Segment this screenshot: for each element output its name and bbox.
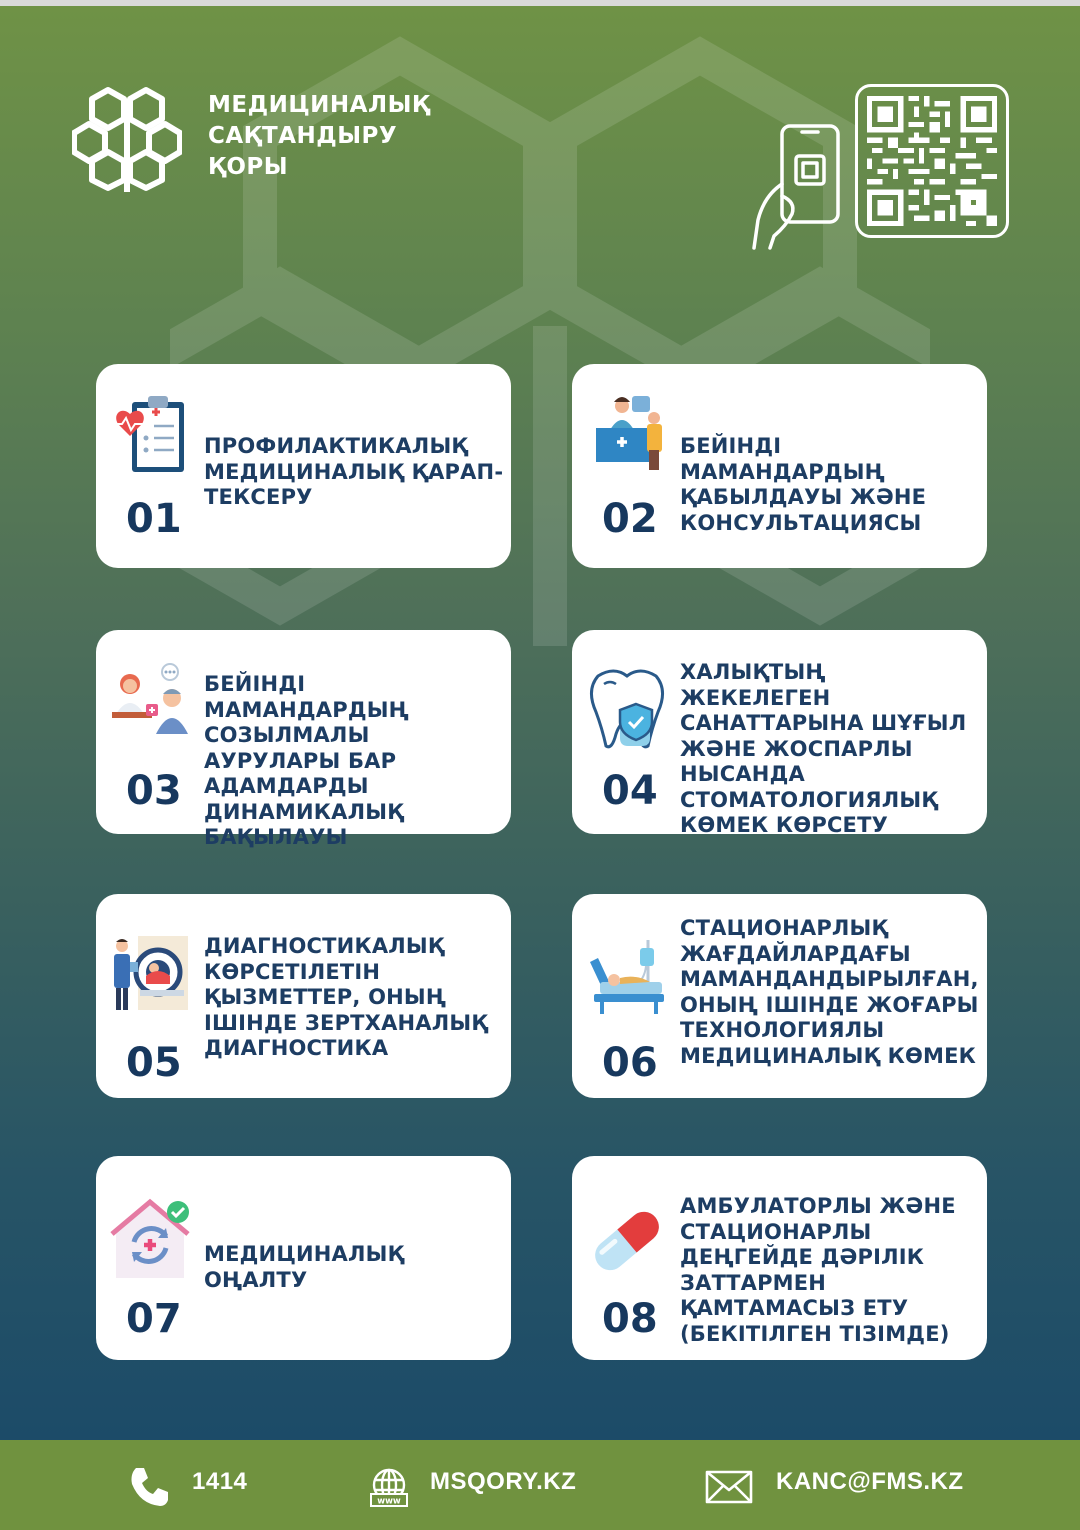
hospital-bed-icon	[584, 938, 670, 1024]
phone-number[interactable]: 1414	[192, 1468, 248, 1495]
service-card-08[interactable]	[572, 1156, 987, 1360]
qr-code-icon	[867, 96, 997, 226]
tooth-shield-icon	[584, 664, 670, 750]
brand-line-2: САҚТАНДЫРУ	[208, 123, 398, 149]
service-number: 04	[602, 768, 658, 814]
service-number: 01	[126, 496, 182, 542]
phone-scan-icon	[752, 124, 844, 252]
qr-code[interactable]	[855, 84, 1009, 238]
service-card-02[interactable]	[572, 364, 987, 568]
service-card-05[interactable]	[96, 894, 511, 1098]
phone-icon	[128, 1466, 170, 1508]
service-number: 06	[602, 1040, 658, 1086]
brand-name	[208, 90, 430, 183]
rehab-house-icon	[108, 1198, 194, 1284]
service-number: 02	[602, 496, 658, 542]
poster	[0, 6, 1080, 1440]
website-link[interactable]: MSQORY.KZ	[430, 1468, 577, 1495]
service-title: БЕЙІНДІ МАМАНДАРДЫҢ СОЗЫЛМАЛЫ АУРУЛАРЫ БАР АДАМДАРДЫ ДИНАМИКАЛЫҚ БАҚЫЛАУЫ	[204, 672, 409, 849]
service-title: АМБУЛАТОРЛЫ ЖӘНЕ СТАЦИОНАРЛЫ ДЕҢГЕЙДЕ ДӘРІЛІК ЗАТТАРМЕН ҚАМТАМАСЫЗ ЕТУ (БЕКІТІЛГЕН ТІЗІМДЕ)	[680, 1194, 956, 1346]
service-card-07[interactable]	[96, 1156, 511, 1360]
email-icon	[705, 1470, 753, 1504]
mri-scan-icon	[108, 932, 194, 1018]
service-number: 03	[126, 768, 182, 814]
service-title: ПРОФИЛАКТИКАЛЫҚ МЕДИЦИНАЛЫҚ ҚАРАП-ТЕКСЕРУ	[204, 434, 504, 509]
service-card-04[interactable]	[572, 630, 987, 837]
service-title: ДИАГНОСТИКАЛЫҚ КӨРСЕТІЛЕТІН ҚЫЗМЕТТЕР, ОНЫҢ ІШІНДЕ ЗЕРТХАНАЛЫҚ ДИАГНОСТИКА	[204, 934, 488, 1060]
service-card-06[interactable]	[572, 894, 987, 1098]
doctor-patient-icon	[108, 658, 194, 744]
service-title: СТАЦИОНАРЛЫҚ ЖАҒДАЙЛАРДАҒЫ МАМАНДАНДЫРЫЛҒАН, ОНЫҢ ІШІНДЕ ЖОҒАРЫ ТЕХНОЛОГИЯЛЫ МЕДИЦИНАЛЫҚ КӨМЕК	[680, 916, 979, 1068]
service-title: ХАЛЫҚТЫҢ ЖЕКЕЛЕГЕН САНАТТАРЫНА ШҰҒЫЛ ЖӘНЕ ЖОСПАРЛЫ НЫСАНДА СТОМАТОЛОГИЯЛЫҚ КӨМЕК КӨРСЕТУ	[680, 660, 967, 837]
service-number: 05	[126, 1040, 182, 1086]
clipboard-heart-icon	[108, 392, 194, 478]
service-title: БЕЙІНДІ МАМАНДАРДЫҢ ҚАБЫЛДАУЫ ЖӘНЕ КОНСУЛЬТАЦИЯСЫ	[680, 434, 927, 535]
brand-logo-icon	[72, 82, 182, 194]
brand-line-3: ҚОРЫ	[208, 154, 289, 180]
service-number: 08	[602, 1296, 658, 1342]
brand-line-1: МЕДИЦИНАЛЫҚ	[208, 92, 431, 118]
service-card-01[interactable]	[96, 364, 511, 568]
service-number: 07	[126, 1296, 182, 1342]
email-link[interactable]: KANC@FMS.KZ	[776, 1468, 964, 1495]
globe-www-icon	[368, 1468, 410, 1508]
doctor-reception-icon	[584, 390, 670, 476]
svg-text:www: www	[377, 1496, 401, 1507]
pill-capsule-icon	[584, 1198, 670, 1284]
service-card-03[interactable]	[96, 630, 511, 849]
service-title: МЕДИЦИНАЛЫҚ ОҢАЛТУ	[204, 1242, 405, 1292]
footer-contacts	[0, 1440, 1080, 1530]
